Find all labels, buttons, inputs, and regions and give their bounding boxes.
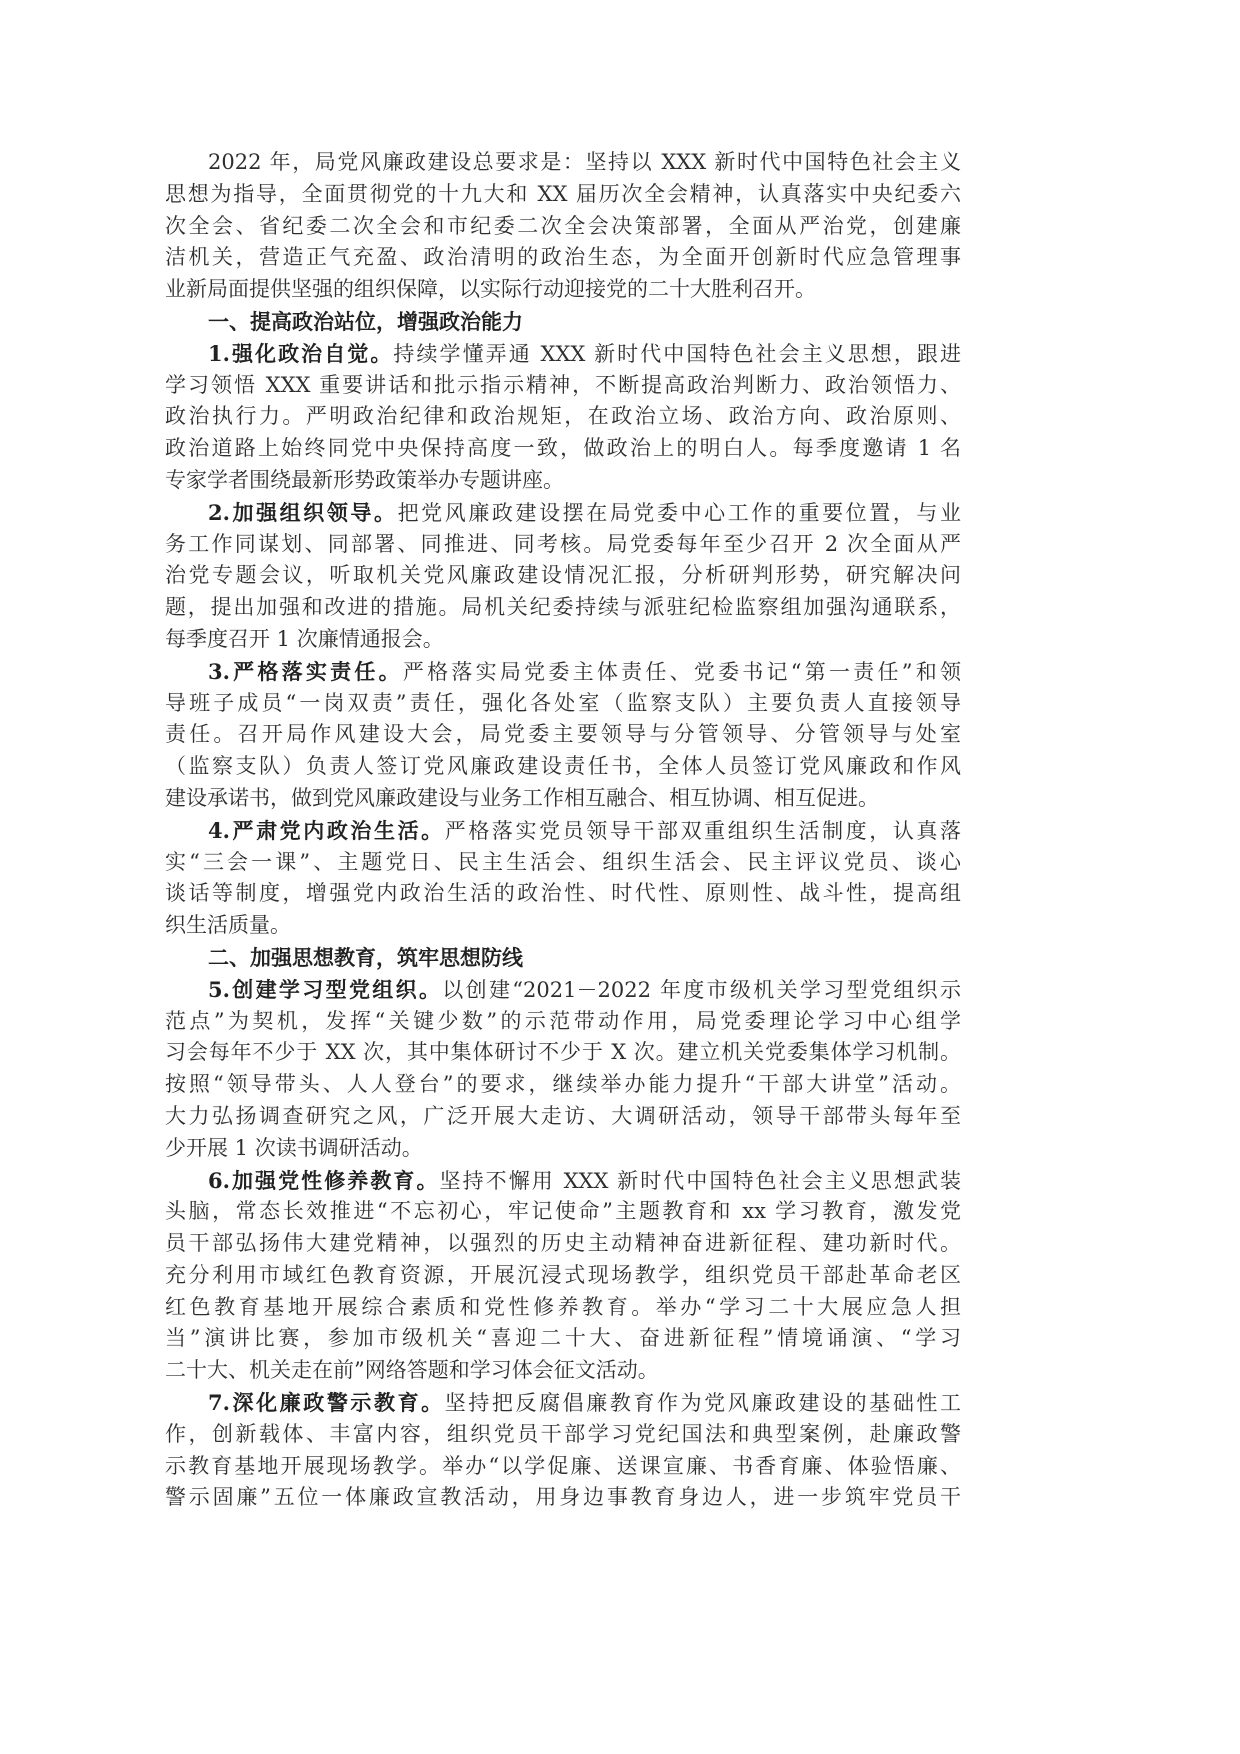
paragraph	[165, 815, 961, 942]
text-line	[165, 1069, 961, 1101]
line-text: 作，创新载体、丰富内容，组织党员干部学习党纪国法和典型案例，赴廉政警	[165, 1421, 961, 1446]
text-line	[165, 401, 961, 433]
line-text: 严格落实党员领导干部双重组织生活制度，认真落	[444, 818, 961, 843]
text-line	[165, 1101, 961, 1133]
line-text: 务工作同谋划、同部署、同推进、同考核。局党委每年至少召开 2 次全面从严	[165, 531, 961, 556]
text-line	[165, 1165, 961, 1197]
line-text: （监察支队）负责人签订党风廉政建设责任书，全体人员签订党风廉政和作风	[165, 754, 961, 779]
line-text: 二、加强思想教育，筑牢思想防线	[208, 944, 523, 970]
text-line	[165, 1228, 961, 1260]
line-text: 建设承诺书，做到党风廉政建设与业务工作相互融合、相互协调、相互促进。	[165, 785, 879, 810]
text-line	[165, 624, 961, 656]
text-line	[165, 783, 961, 815]
text-line	[165, 1196, 961, 1228]
line-text: 专家学者围绕最新形势政策举办专题讲座。	[165, 467, 564, 492]
line-text: 头脑，常态长效推进“不忘初心，牢记使命”主题教育和 xx 学习教育，激发党	[165, 1199, 961, 1224]
text-line	[165, 497, 961, 529]
line-text: 习会每年不少于 XX 次，其中集体研讨不少于 X 次。建立机关党委集体学习机制。	[165, 1040, 961, 1065]
text-line	[165, 211, 961, 243]
line-text: 业新局面提供坚强的组织保障，以实际行动迎接党的二十大胜利召开。	[165, 277, 816, 302]
text-line	[165, 974, 961, 1006]
line-text: 每季度召开 1 次廉情通报会。	[165, 626, 444, 651]
document-body	[165, 147, 961, 1514]
paragraph	[165, 1387, 961, 1514]
line-text: 少开展 1 次读书调研活动。	[165, 1135, 423, 1160]
text-line	[165, 1006, 961, 1038]
text-line	[165, 1482, 961, 1514]
text-line	[165, 242, 961, 274]
text-line	[165, 306, 961, 338]
item-title: 1.强化政治自觉。	[208, 340, 394, 366]
line-text: 导班子成员“一岗双责”责任，强化各处室（监察支队）主要负责人直接领导	[165, 690, 961, 715]
line-text: 把党风廉政建设摆在局党委中心工作的重要位置，与业	[397, 500, 961, 525]
line-text: 坚持把反腐倡廉教育作为党风廉政建设的基础性工	[444, 1391, 961, 1416]
item-title: 4.严肃党内政治生活。	[208, 817, 445, 843]
line-text: 充分利用市域红色教育资源，开展沉浸式现场教学，组织党员干部赴革命老区	[165, 1262, 961, 1287]
line-text: 责任。召开局作风建设大会，局党委主要领导与分管领导、分管领导与处室	[165, 722, 961, 747]
paragraph	[165, 656, 961, 815]
line-text: 学习领悟 XXX 重要讲话和批示指示精神，不断提高政治判断力、政治领悟力、	[165, 372, 961, 397]
text-line	[165, 1355, 961, 1387]
line-text: 2022 年，局党风廉政建设总要求是：坚持以 XXX 新时代中国特色社会主义	[208, 150, 961, 174]
text-line	[165, 815, 961, 847]
line-text: 示教育基地开展现场教学。举办“以学促廉、送课宣廉、书香育廉、体验悟廉、	[165, 1453, 961, 1478]
text-line	[165, 910, 961, 942]
line-text: 政治执行力。严明政治纪律和政治规矩，在政治立场、政治方向、政治原则、	[165, 404, 961, 429]
text-line	[165, 719, 961, 751]
section-heading	[165, 942, 961, 974]
line-text: 坚持不懈用 XXX 新时代中国特色社会主义思想武装	[439, 1168, 961, 1193]
text-line	[165, 688, 961, 720]
text-line	[165, 942, 961, 974]
text-line	[165, 1037, 961, 1069]
text-line	[165, 529, 961, 561]
line-text: 治党专题会议，听取机关党风廉政建设情况汇报，分析研判形势，研究解决问	[165, 563, 961, 588]
text-line	[165, 878, 961, 910]
text-line	[165, 465, 961, 497]
text-line	[165, 1387, 961, 1419]
line-text: 员干部弘扬伟大建党精神，以强烈的历史主动精神奋进新征程、建功新时代。	[165, 1231, 961, 1256]
text-line	[165, 274, 961, 306]
text-line	[165, 179, 961, 211]
paragraph	[165, 1165, 961, 1388]
line-text: 红色教育基地开展综合素质和党性修养教育。举办“学习二十大展应急人担	[165, 1294, 961, 1319]
item-title: 5.创建学习型党组织。	[208, 976, 443, 1002]
line-text: 一、提高政治站位，增强政治能力	[208, 308, 523, 334]
line-text: 实“三会一课”、主题党日、民主生活会、组织生活会、民主评议党员、谈心	[165, 849, 961, 874]
line-text: 警示固廉”五位一体廉政宣教活动，用身边事教育身边人，进一步筑牢党员干	[165, 1485, 961, 1510]
text-line	[165, 751, 961, 783]
text-line	[165, 1260, 961, 1292]
line-text: 大力弘扬调查研究之风，广泛开展大走访、大调研活动，领导干部带头每年至	[165, 1103, 961, 1128]
text-line	[165, 1419, 961, 1451]
item-title: 2.加强组织领导。	[208, 499, 398, 525]
line-text: 按照“领导带头、人人登台”的要求，继续举办能力提升“干部大讲堂”活动。	[165, 1072, 961, 1097]
paragraph	[165, 497, 961, 656]
text-line	[165, 592, 961, 624]
text-line	[165, 433, 961, 465]
text-line	[165, 560, 961, 592]
line-text: 次全会、省纪委二次全会和市纪委二次全会决策部署，全面从严治党，创建廉	[165, 213, 961, 238]
section-heading	[165, 306, 961, 338]
text-line	[165, 147, 961, 179]
text-line	[165, 370, 961, 402]
text-line	[165, 847, 961, 879]
line-text: 思想为指导，全面贯彻党的十九大和 XX 届历次全会精神，认真落实中央纪委六	[165, 181, 961, 206]
line-text: 持续学懂弄通 XXX 新时代中国特色社会主义思想，跟进	[393, 341, 961, 366]
paragraph	[165, 147, 961, 306]
line-text: 二十大、机关走在前”网络答题和学习体会征文活动。	[165, 1358, 659, 1383]
line-text: 谈话等制度，增强党内政治生活的政治性、时代性、原则性、战斗性，提高组	[165, 881, 961, 906]
line-text: 以创建“2021－2022 年度市级机关学习型党组织示	[442, 977, 961, 1002]
text-line	[165, 1292, 961, 1324]
line-text: 政治道路上始终同党中央保持高度一致，做政治上的明白人。每季度邀请 1 名	[165, 436, 961, 461]
paragraph	[165, 974, 961, 1165]
line-text: 范点”为契机，发挥“关键少数”的示范带动作用，局党委理论学习中心组学	[165, 1008, 961, 1033]
paragraph	[165, 338, 961, 497]
text-line	[165, 1323, 961, 1355]
line-text: 严格落实局党委主体责任、党委书记“第一责任”和领	[402, 659, 961, 684]
item-title: 3.严格落实责任。	[208, 658, 403, 684]
item-title: 7.深化廉政警示教育。	[208, 1390, 445, 1416]
line-text: 织生活质量。	[165, 913, 291, 938]
item-title: 6.加强党性修养教育。	[208, 1167, 440, 1193]
text-line	[165, 1133, 961, 1165]
line-text: 洁机关，营造正气充盈、政治清明的政治生态，为全面开创新时代应急管理事	[165, 245, 961, 270]
text-line	[165, 656, 961, 688]
line-text: 题，提出加强和改进的措施。局机关纪委持续与派驻纪检监察组加强沟通联系，	[165, 595, 961, 620]
text-line	[165, 1451, 961, 1483]
text-line	[165, 338, 961, 370]
line-text: 当”演讲比赛，参加市级机关“喜迎二十大、奋进新征程”情境诵演、“学习	[165, 1326, 961, 1351]
